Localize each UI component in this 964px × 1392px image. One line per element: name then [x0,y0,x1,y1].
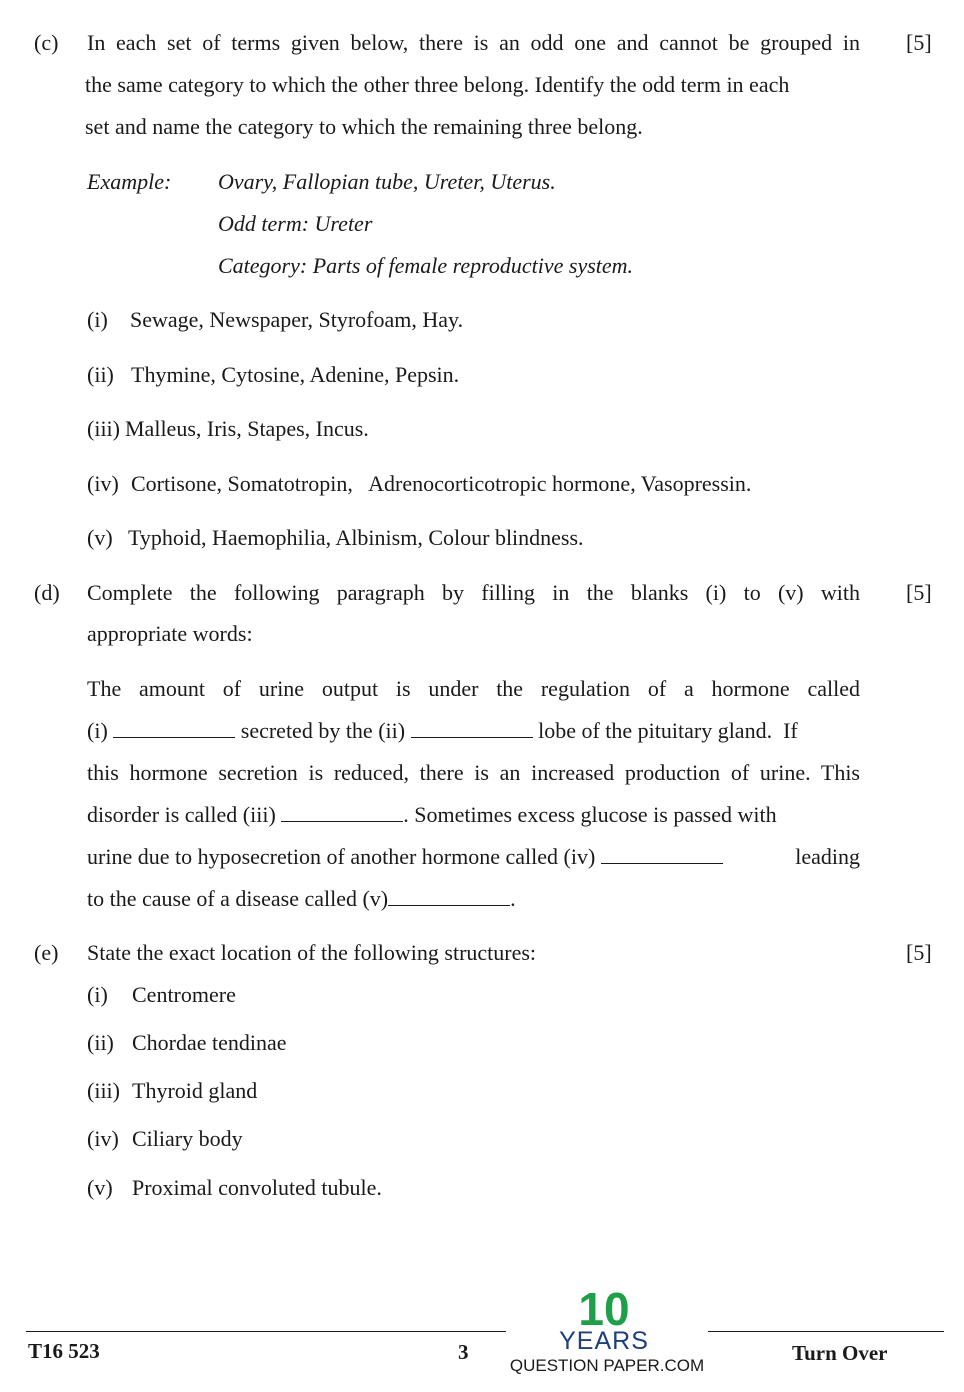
logo-site: QUESTION PAPER.COM [509,1356,705,1375]
question-c-label: (c) [34,30,59,55]
item-number: (iii) [87,1078,120,1103]
question-c-line-3: set and name the category to which the remaining three belong. [85,114,643,139]
turn-over: Turn Over [792,1341,888,1365]
text-segment: urine due to hyposecretion of another hormone called (iv) [87,844,596,869]
paragraph-line-4 [87,802,860,828]
text-segment: . [510,886,516,911]
question-c-item [87,307,464,333]
item-number: (v) [87,525,113,550]
text-segment: lobe of the pituitary gland. If [538,718,798,743]
logo-number: 10 [578,1283,630,1335]
question-e-item [87,1078,258,1104]
paper-code: T16 523 [28,1339,100,1363]
blank-v [388,887,510,906]
item-number: (iv) [87,1126,119,1151]
paragraph-line-2 [87,718,798,744]
blank-ii [411,719,533,738]
question-e-item [87,1175,382,1201]
question-d-marks: [5] [906,580,932,605]
question-c-item [87,471,752,497]
item-number: (iv) [87,471,119,496]
text-segment: leading [795,844,860,869]
text-segment: disorder is called (iii) [87,802,276,827]
text-segment: to the cause of a disease called (v) [87,886,389,911]
page-number: 3 [458,1340,469,1364]
question-d-intro-1: Complete the following paragraph by filling in the blanks (i) to (v) with [87,580,860,605]
paragraph-line-3: this hormone secretion is reduced, there is an increased production of urine. This [87,760,860,785]
question-c-line-1: In each set of terms given below, there is an odd one and cannot be grouped in [87,30,860,55]
question-c-item [87,416,369,442]
question-e-label: (e) [34,940,59,965]
item-text: Proximal convoluted tubule. [132,1175,382,1200]
item-number: (i) [87,982,108,1007]
footer-rule-right [708,1331,944,1332]
question-e-item [87,1030,287,1056]
paragraph-line-5 [87,844,860,870]
text-segment: secreted by the (ii) [240,718,406,743]
blank-i [113,719,235,738]
item-text: Sewage, Newspaper, Styrofoam, Hay. [130,307,464,332]
item-text: Thyroid gland [132,1078,258,1103]
question-e-item [87,982,236,1008]
question-d-label: (d) [34,580,60,605]
question-e-marks: [5] [906,940,932,965]
item-text: Typhoid, Haemophilia, Albinism, Colour blindness. [128,525,584,550]
question-e-intro: State the exact location of the following structures: [87,940,537,965]
blank-label-i: (i) [87,718,108,743]
blank-iii [281,803,403,822]
example-category: Category: Parts of female reproductive system. [218,253,634,278]
item-text: Thymine, Cytosine, Adenine, Pepsin. [131,362,460,387]
item-number: (ii) [87,1030,114,1055]
item-text: Centromere [132,982,236,1007]
item-number: (i) [87,307,108,332]
question-c-marks: [5] [906,30,932,55]
paragraph-line-6 [87,886,516,912]
blank-iv [601,845,723,864]
item-text: Cortisone, Somatotropin, Adrenocorticotropic hormone, Vasopressin. [131,471,752,496]
footer-rule-left [26,1331,506,1332]
text-segment: . Sometimes excess glucose is passed with [403,802,777,827]
question-c-line-2: the same category to which the other three belong. Identify the odd term in each [85,72,790,97]
item-text: Ciliary body [132,1126,243,1151]
question-d-intro-2: appropriate words: [87,621,253,646]
example-odd-term: Odd term: Ureter [218,211,373,236]
item-text: Chordae tendinae [132,1030,287,1055]
item-number: (v) [87,1175,113,1200]
question-c-item [87,525,584,551]
example-label: Example: [87,169,172,194]
question-c-item [87,362,460,388]
item-number: (iii) [87,416,120,441]
question-e-item [87,1126,243,1152]
item-number: (ii) [87,362,114,387]
example-terms: Ovary, Fallopian tube, Ureter, Uterus. [218,169,556,194]
item-text: Malleus, Iris, Stapes, Incus. [125,416,369,441]
paragraph-line-1: The amount of urine output is under the regulation of a hormone called [87,676,860,701]
logo-years: YEARS [559,1327,649,1355]
